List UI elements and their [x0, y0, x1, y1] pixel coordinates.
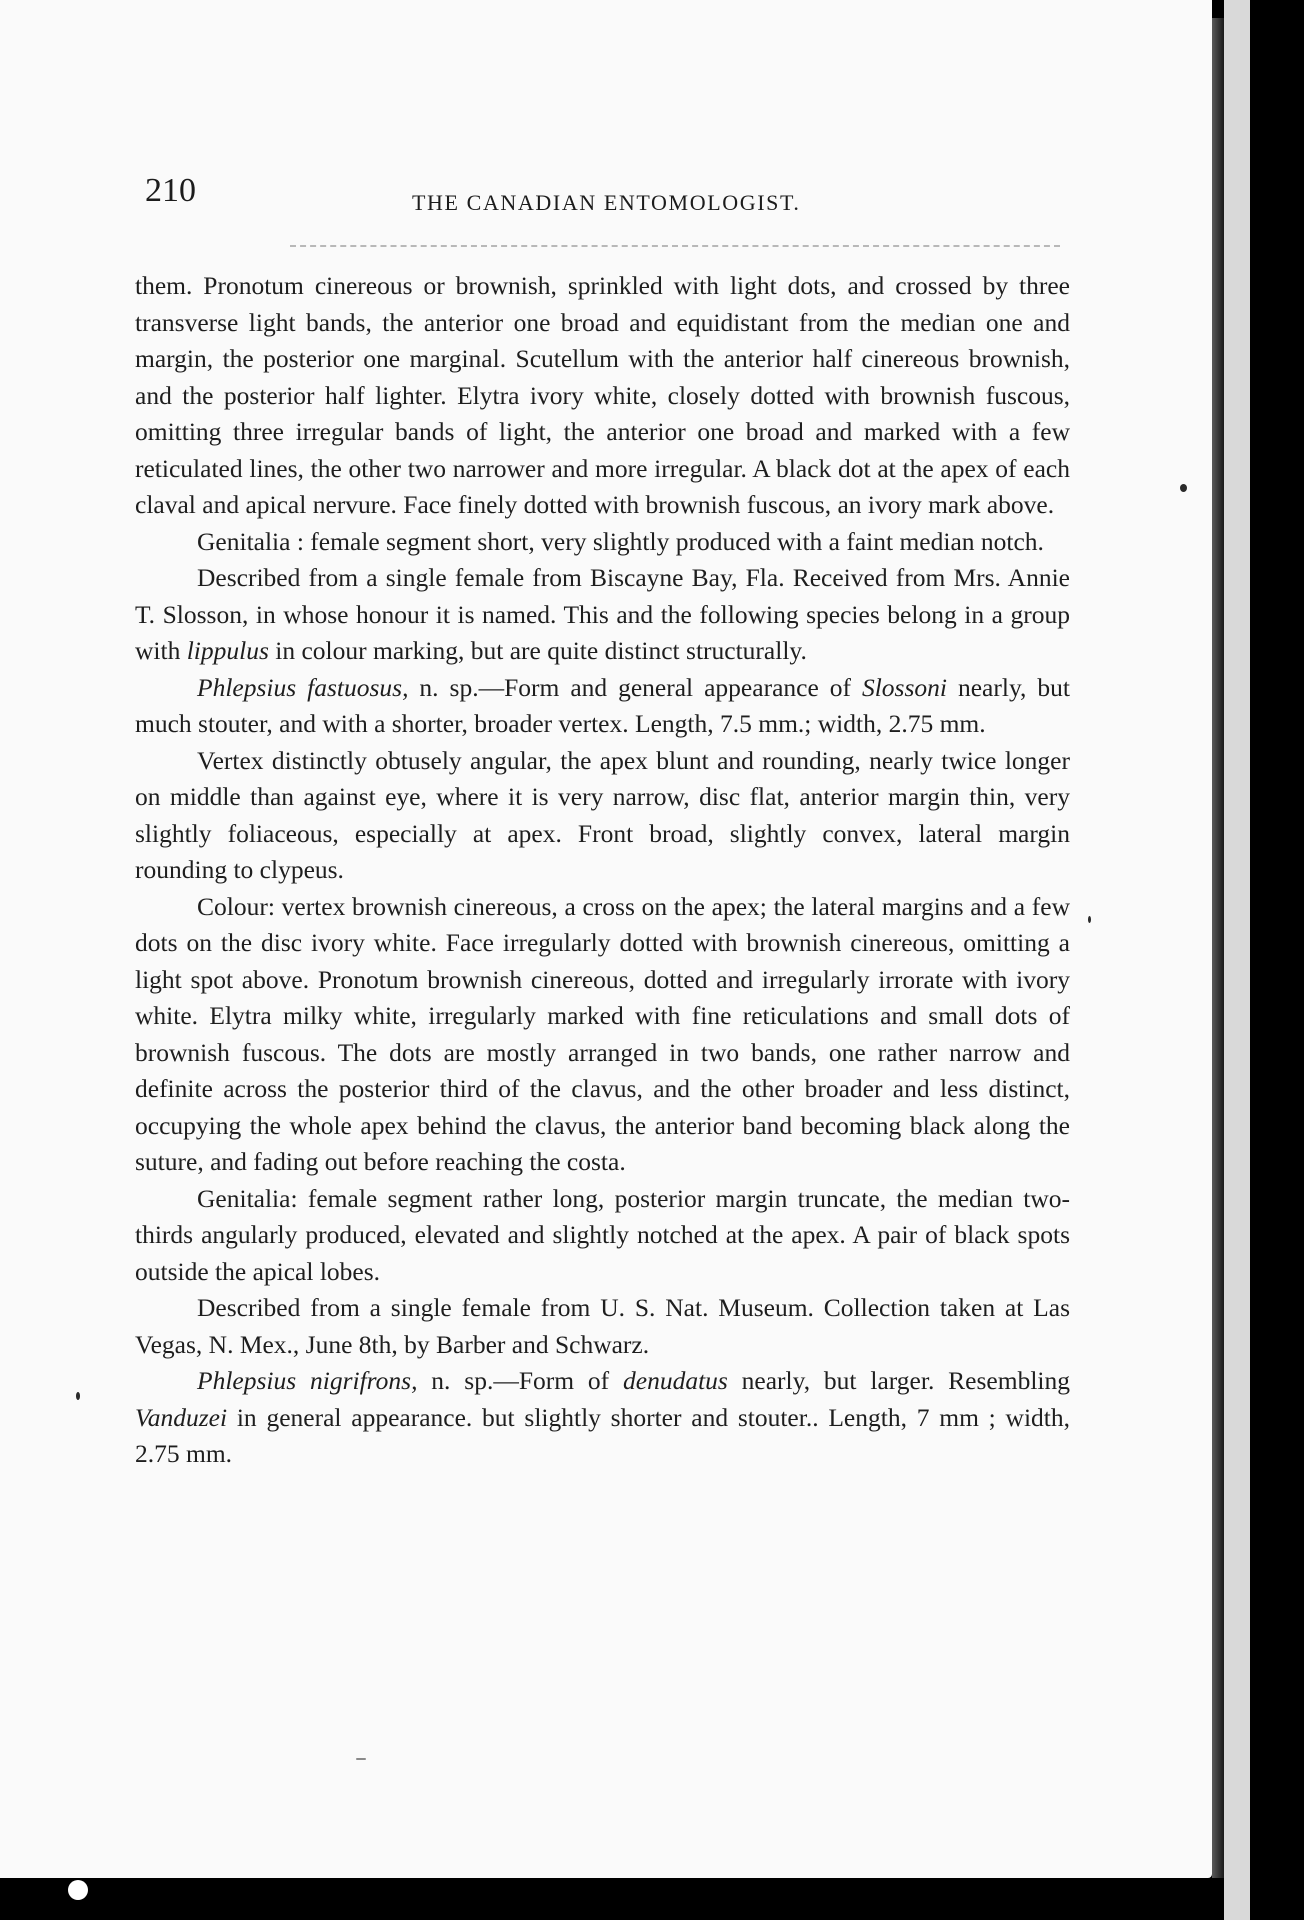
- species-heading-nigrifrons: Phlepsius nigrifrons,: [197, 1366, 418, 1395]
- page-edge-shadow: [1212, 18, 1224, 1878]
- paragraph-3-suffix: in colour marking, but are quite distinct structurally.: [268, 636, 807, 665]
- paragraph-3-prefix: Described from a single female from Biscayne Bay, Fla. Received from Mrs. Annie T. Slosson, in whose honour it is named. This and the following species belong in a group with: [135, 563, 1070, 665]
- paragraph-9-suffix: in general appearance. but slightly shorter and stouter.. Length, 7 mm ; width, 2.75 mm.: [135, 1402, 1070, 1468]
- header-rule: [290, 245, 1060, 247]
- paragraph-4: [135, 670, 1070, 743]
- paragraph-3: [135, 560, 1070, 670]
- species-reference-lippulus: lippulus: [186, 636, 269, 665]
- species-heading-fastuosus: Phlepsius fastuosus,: [197, 672, 409, 702]
- paragraph-9-middle-2: nearly, but larger. Resembling: [727, 1366, 1070, 1395]
- speck-right-margin-lower: [1088, 916, 1091, 923]
- corner-blot: [68, 1880, 88, 1900]
- running-head: THE CANADIAN ENTOMOLOGIST.: [412, 190, 801, 215]
- species-reference-vanduzei: Vanduzei: [135, 1402, 228, 1432]
- page-edge-strip: [1224, 0, 1250, 1920]
- paragraph-1: them. Pronotum cinereous or brownish, sprinkled with light dots, and crossed by three transverse light bands, the anterior one broad and equidistant from the median one and margin, the posterior one marginal. Scutellum with the anterior half cinereous brownish, and the posterior half lighter. Elytra ivory white, closely dotted with brownish fuscous, omitting three irregular bands of light, the anterior one broad and marked with a few reticulated lines, the other two narrower and more irregular. A black dot at the apex of each claval and apical nervure. Face finely dotted with brownish fuscous, an ivory mark above.: [135, 271, 1070, 519]
- species-reference-slossoni: Slossoni: [861, 672, 947, 702]
- paragraph-2: Genitalia : female segment short, very slightly produced with a faint median notch.: [197, 526, 1044, 556]
- paragraph-6: Colour: vertex brownish cinereous, a cross on the apex; the lateral margins and a few dots on the disc ivory white. Face irregularly dotted with brownish cinereous, omitting a light spot above. Pronotum brownish cinereous, dotted and irregularly irrorate with ivory white. Elytra milky white, irregularly marked with fine reticulations and small dots of brownish fuscous. The dots are mostly arranged in two bands, one rather narrow and definite across the posterior third of the clavus, and the other broader and less distinct, occupying the whole apex behind the clavus, the anterior band becoming black along the suture, and fading out before reaching the costa.: [135, 891, 1070, 1176]
- paragraph-8: Described from a single female from U. S. Nat. Museum. Collection taken at Las Vegas, N. Mex., June 8th, by Barber and Schwarz.: [135, 1293, 1070, 1359]
- paragraph-4-middle: n. sp.—Form and general appearance of: [408, 672, 862, 702]
- paragraph-9-middle: n. sp.—Form of: [417, 1366, 623, 1395]
- paragraph-9: [135, 1363, 1070, 1473]
- speck-right-margin: [1180, 484, 1187, 492]
- paragraph-5: Vertex distinctly obtusely angular, the apex blunt and rounding, nearly twice longer on middle than against eye, where it is very narrow, disc flat, anterior margin thin, very slightly foliaceous, especially at apex. Front broad, slightly convex, lateral margin rounding to clypeus.: [135, 745, 1070, 884]
- speck-left-margin: [76, 1392, 80, 1400]
- species-reference-denudatus: denudatus: [623, 1366, 728, 1395]
- paragraph-4-suffix: nearly, but much stouter, and with a shorter, broader vertex. Length, 7.5 mm.; width, 2.75 mm.: [135, 672, 1070, 738]
- speck-bottom: [356, 1758, 366, 1760]
- body-text: [135, 268, 1070, 1473]
- page-number: 210: [145, 172, 196, 209]
- paragraph-7: Genitalia: female segment rather long, posterior margin truncate, the median two-thirds angularly produced, elevated and slightly notched at the apex. A pair of black spots outside the apical lobes.: [135, 1183, 1070, 1286]
